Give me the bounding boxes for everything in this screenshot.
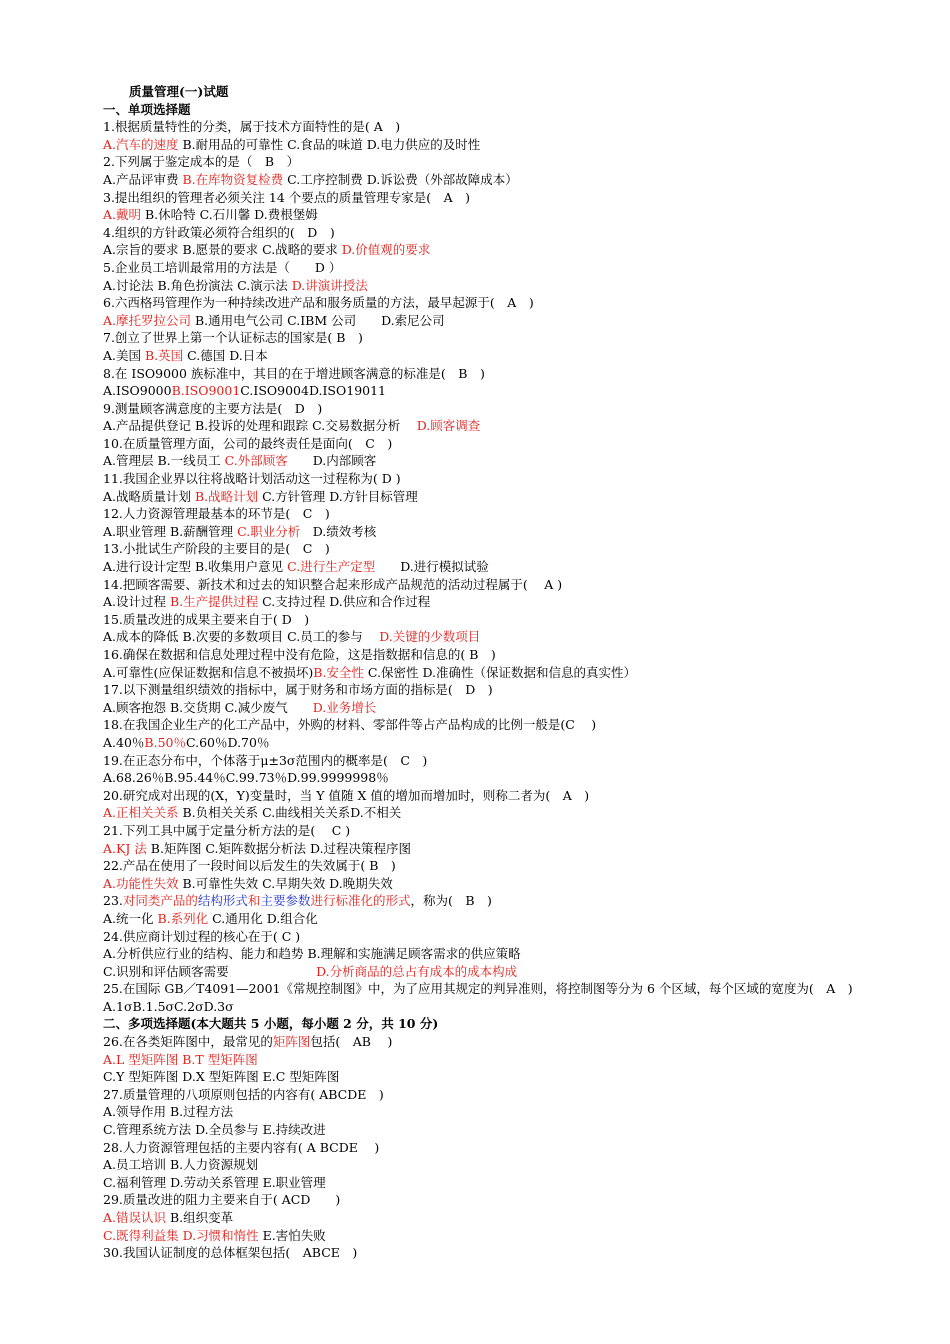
- highlighted-answer-text: B.英国: [144, 347, 184, 363]
- highlighted-answer-text: B.系列化: [157, 910, 209, 926]
- page-title: [103, 83, 903, 101]
- highlighted-answer-text: C.职业分析: [237, 523, 301, 539]
- question-line: [103, 1121, 903, 1139]
- text-segment: C.保密性 D.准确性（保证数据和信息的真实性）: [363, 664, 637, 680]
- highlighted-answer-text: B.在库物资复检费: [182, 171, 284, 187]
- text-segment: C.管理系统方法 D.全员参与 E.持续改进: [103, 1122, 326, 1138]
- question-line: [103, 400, 903, 418]
- section-heading: [103, 101, 903, 119]
- question-line: [103, 312, 903, 330]
- highlighted-answer-text: 和: [247, 893, 261, 909]
- question-line: [103, 540, 903, 558]
- question-line: [103, 259, 903, 277]
- question-line: [103, 206, 903, 224]
- text-segment: 5.企业员工培训最常用的方法是（ D ）: [103, 259, 342, 275]
- text-segment: A.战略质量计划: [103, 488, 195, 504]
- text-segment: 13.小批试生产阶段的主要目的是( C ): [103, 541, 330, 557]
- question-line: [103, 857, 903, 875]
- highlighted-answer-text: A.L 型矩阵图 B.T 型矩阵图: [103, 1051, 258, 1067]
- text-segment: 27.质量管理的八项原则包括的内容有( ABCDE ): [103, 1086, 384, 1102]
- text-segment: D.绩效考核: [300, 523, 377, 539]
- exam-document: [103, 83, 903, 1262]
- text-segment: A.产品评审费: [103, 171, 183, 187]
- highlighted-answer-text: A.戴明: [103, 207, 142, 223]
- highlighted-answer-text: A.正相关关系: [103, 805, 179, 821]
- question-line: [103, 488, 903, 506]
- highlighted-answer-text: B.生产提供过程: [169, 594, 259, 610]
- highlighted-answer-text: 对同类产品的: [122, 893, 198, 909]
- text-segment: 1.根据质量特性的分类，属于技术方面特性的是( A ): [103, 119, 401, 135]
- text-segment: 17.以下测量组织绩效的指标中，属于财务和市场方面的指标是( D ): [103, 682, 493, 698]
- text-segment: A.美国: [103, 347, 145, 363]
- text-segment: A.68.26％B.95.44％C.99.73％D.99.9999998％: [103, 770, 389, 786]
- text-segment: 23.: [103, 893, 123, 909]
- text-segment: 10.在质量管理方面，公司的最终责任是面向( C ): [103, 435, 393, 451]
- text-segment: B.组织变革: [166, 1210, 234, 1225]
- text-segment: A.统一化: [103, 910, 158, 926]
- text-segment: A.设计过程: [103, 594, 170, 610]
- highlighted-answer-text: A.功能性失效: [103, 875, 179, 891]
- text-segment: E.害怕失败: [258, 1227, 326, 1243]
- highlighted-answer-text: A.摩托罗拉公司: [103, 312, 192, 328]
- text-segment: 6.六西格玛管理作为一种持续改进产品和服务质量的方法，最早起源于( A ): [103, 295, 534, 311]
- text-segment: 二、多项选择题(本大题共 5 小题，每小题 2 分，共 10 分): [103, 1016, 439, 1032]
- text-segment: A.1σB.1.5σC.2σD.3σ: [103, 998, 234, 1014]
- highlighted-answer-text: A.KJ 法: [103, 840, 147, 856]
- text-segment: 26.在各类矩阵图中，最常见的: [103, 1034, 273, 1050]
- section-heading: [103, 1015, 903, 1033]
- text-segment: C.识别和评估顾客需要: [103, 963, 317, 979]
- question-line: [103, 804, 903, 822]
- highlighted-answer-text: D.价值观的要求: [341, 242, 431, 258]
- question-line: [103, 769, 903, 787]
- question-line: [103, 329, 903, 347]
- text-segment: 30.我国认证制度的总体框架包括( ABCE ): [103, 1245, 358, 1261]
- highlighted-answer-text: C.进行生产定型: [287, 559, 376, 575]
- question-line: [103, 998, 903, 1016]
- question-line: [103, 1156, 903, 1174]
- text-segment: B.耐用品的可靠性 C.食品的味道 D.电力供应的及时性: [178, 136, 481, 152]
- question-line: [103, 382, 903, 400]
- question-line: [103, 787, 903, 805]
- question-line: [103, 523, 903, 541]
- text-segment: 25.在国际 GB／T4091—2001《常规控制图》中，为了应用其规定的判异准则，将控制图等分为 6 个区域，每个区域的宽度为( A ): [103, 981, 853, 997]
- highlighted-answer-text: B.安全性: [313, 664, 364, 680]
- question-line: [103, 945, 903, 963]
- question-line: [103, 452, 903, 470]
- question-line: [103, 1068, 903, 1086]
- question-line: [103, 875, 903, 893]
- text-segment: 8.在 ISO9000 族标准中，其目的在于增进顾客满意的标准是( B ): [103, 365, 485, 381]
- text-segment: 24.供应商计划过程的核心在于( C ): [103, 928, 301, 944]
- question-line: [103, 646, 903, 664]
- text-segment: A.进行设计定型 B.收集用户意见: [103, 559, 288, 575]
- text-segment: A.40％: [103, 734, 145, 750]
- text-segment: 3.提出组织的管理者必须关注 14 个要点的质量管理专家是( A ): [103, 189, 471, 205]
- text-segment: 16.确保在数据和信息处理过程中没有危险，这是指数据和信息的( B ): [103, 647, 496, 662]
- highlighted-answer-text: A.汽车的速度: [103, 136, 179, 152]
- question-line: [103, 1174, 903, 1192]
- text-segment: 质量管理(一)试题: [129, 84, 229, 99]
- highlighted-answer-text: B.50％: [144, 734, 186, 750]
- text-segment: 11.我国企业界以往将战略计划活动这一过程称为( D ): [103, 471, 401, 487]
- text-segment: A.顾客抱怨 B.交货期 C.减少废气: [103, 699, 313, 715]
- text-segment: 9.测量顾客满意度的主要方法是( D ): [103, 400, 323, 416]
- text-segment: 12.人力资源管理最基本的环节是( C ): [103, 506, 330, 522]
- text-segment: 19.在正态分布中，个体落于μ±3σ范围内的概率是( C ): [103, 752, 428, 768]
- text-segment: 一、单项选择题: [103, 101, 191, 117]
- text-segment: A.成本的降低 B.次要的多数项目 C.员工的参与: [103, 629, 380, 645]
- text-segment: C.通用化 D.组合化: [208, 910, 318, 926]
- question-line: [103, 277, 903, 295]
- highlighted-answer-text: D.关键的少数项目: [379, 629, 481, 645]
- question-line: [103, 224, 903, 242]
- highlighted-answer-text: D.业务增长: [312, 699, 377, 715]
- question-line: [103, 664, 903, 682]
- highlighted-answer-text: A.错误认识: [103, 1210, 167, 1225]
- text-segment: A.职业管理 B.薪酬管理: [103, 523, 238, 539]
- question-line: [103, 1139, 903, 1157]
- question-line: [103, 699, 903, 717]
- text-segment: A.可靠性(应保证数据和信息不被损坏): [103, 664, 314, 680]
- text-segment: C.60％D.70％: [186, 734, 270, 750]
- question-line: [103, 1191, 903, 1209]
- text-segment: 28.人力资源管理包括的主要内容有( A BCDE ): [103, 1139, 380, 1155]
- text-segment: 21.下列工具中属于定量分析方法的是( C ): [103, 822, 351, 838]
- question-line: [103, 417, 903, 435]
- text-segment: ，称为( B ): [410, 893, 492, 909]
- text-segment: 7.创立了世界上第一个认证标志的国家是( B ): [103, 330, 363, 346]
- text-segment: B.负相关关系 C.曲线相关关系D.不相关: [178, 805, 402, 821]
- question-line: [103, 241, 903, 259]
- text-segment: D.内部顾客: [287, 453, 377, 469]
- highlighted-answer-text: C.外部顾客: [224, 453, 288, 469]
- text-segment: C.福利管理 D.劳动关系管理 E.职业管理: [103, 1174, 326, 1190]
- text-segment: 29.质量改进的阻力主要来自于( ACD ): [103, 1192, 341, 1208]
- question-line: [103, 153, 903, 171]
- question-line: [103, 470, 903, 488]
- question-line: [103, 910, 903, 928]
- question-line: [103, 716, 903, 734]
- text-segment: 包括( AB ): [310, 1034, 393, 1050]
- text-segment: A.员工培训 B.人力资源规划: [103, 1157, 259, 1173]
- text-segment: 15.质量改进的成果主要来自于( D ): [103, 611, 310, 627]
- text-segment: 4.组织的方针政策必须符合组织的( D ): [103, 224, 335, 240]
- question-line: [103, 347, 903, 365]
- question-line: [103, 294, 903, 312]
- question-line: [103, 576, 903, 594]
- question-line: [103, 840, 903, 858]
- text-segment: 14.把顾客需要、新技术和过去的知识整合起来形成产品规范的活动过程属于( A ): [103, 576, 563, 592]
- highlighted-answer-text: D.顾客调查: [416, 418, 481, 434]
- question-line: [103, 1244, 903, 1262]
- highlighted-answer-text: B.战略计划: [194, 488, 259, 504]
- text-segment: 2.下列属于鉴定成本的是（ B ）: [103, 154, 300, 170]
- text-segment: C.方针管理 D.方针目标管理: [258, 488, 418, 504]
- text-segment: A.产品提供登记 B.投诉的处理和跟踪 C.交易数据分析: [103, 418, 417, 434]
- text-segment: A.分析供应行业的结构、能力和趋势 B.理解和实施满足顾客需求的供应策略: [103, 946, 521, 962]
- question-line: [103, 963, 903, 981]
- text-segment: C.Y 型矩阵图 D.X 型矩阵图 E.C 型矩阵图: [103, 1069, 340, 1085]
- text-segment: A.领导作用 B.过程方法: [103, 1104, 234, 1120]
- question-line: [103, 1051, 903, 1069]
- question-line: [103, 1033, 903, 1051]
- text-segment: A.讨论法 B.角色扮演法 C.演示法: [103, 277, 292, 293]
- text-segment: C.ISO9004D.ISO19011: [240, 383, 387, 399]
- text-segment: B.可靠性失效 C.早期失效 D.晚期失效: [178, 875, 393, 891]
- text-segment: C.支持过程 D.供应和合作过程: [258, 594, 431, 610]
- text-segment: A.管理层 B.一线员工: [103, 453, 225, 469]
- highlighted-answer-text: 矩阵图: [272, 1034, 311, 1050]
- question-line: [103, 628, 903, 646]
- highlighted-answer-text: D.讲演讲授法: [291, 277, 368, 293]
- question-line: [103, 822, 903, 840]
- text-segment: B.矩阵图 C.矩阵数据分析法 D.过程决策程序图: [146, 840, 412, 856]
- text-segment: C.德国 D.日本: [183, 347, 268, 363]
- highlighted-answer-text: 进行标准化的形式: [310, 893, 411, 909]
- question-line: [103, 1086, 903, 1104]
- question-line: [103, 752, 903, 770]
- question-line: [103, 593, 903, 611]
- question-line: [103, 1103, 903, 1121]
- question-line: [103, 365, 903, 383]
- text-segment: A.ISO9000: [103, 383, 172, 399]
- text-segment: A.宗旨的要求 B.愿景的要求 C.战略的要求: [103, 242, 342, 258]
- question-line: [103, 611, 903, 629]
- question-line: [103, 1209, 903, 1227]
- text-segment: 22.产品在使用了一段时间以后发生的失效属于( B ): [103, 858, 396, 874]
- question-line: [103, 118, 903, 136]
- question-line: [103, 734, 903, 752]
- text-segment: 18.在我国企业生产的化工产品中，外购的材料、零部件等占产品构成的比例一般是(C ): [103, 717, 597, 733]
- text-segment: B.通用电气公司 C.IBM 公司 D.索尼公司: [191, 312, 445, 328]
- highlighted-answer-text: C.既得利益集 D.习惯和惰性: [103, 1227, 259, 1243]
- text-segment: B.休哈特 C.石川馨 D.费根堡姆: [141, 207, 318, 223]
- question-line: [103, 171, 903, 189]
- highlighted-answer-text: D.分析商品的总占有成本的成本构成: [316, 963, 518, 979]
- question-line: [103, 136, 903, 154]
- question-line: [103, 505, 903, 523]
- question-line: [103, 681, 903, 699]
- question-line: [103, 1227, 903, 1245]
- highlighted-answer-text: 主要参数: [260, 893, 311, 909]
- text-segment: 20.研究成对出现的(X，Y)变量时，当 Y 值随 X 值的增加而增加时，则称二者为( A ): [103, 787, 590, 803]
- highlighted-answer-text: 结构形式: [197, 893, 248, 909]
- question-line: [103, 189, 903, 207]
- highlighted-answer-text: B.ISO9001: [171, 383, 241, 399]
- text-segment: C.工序控制费 D.诉讼费（外部故障成本）: [283, 171, 518, 187]
- question-line: [103, 980, 903, 998]
- question-line: [103, 892, 903, 910]
- question-line: [103, 435, 903, 453]
- question-line: [103, 928, 903, 946]
- question-line: [103, 558, 903, 576]
- text-segment: D.进行模拟试验: [375, 559, 489, 575]
